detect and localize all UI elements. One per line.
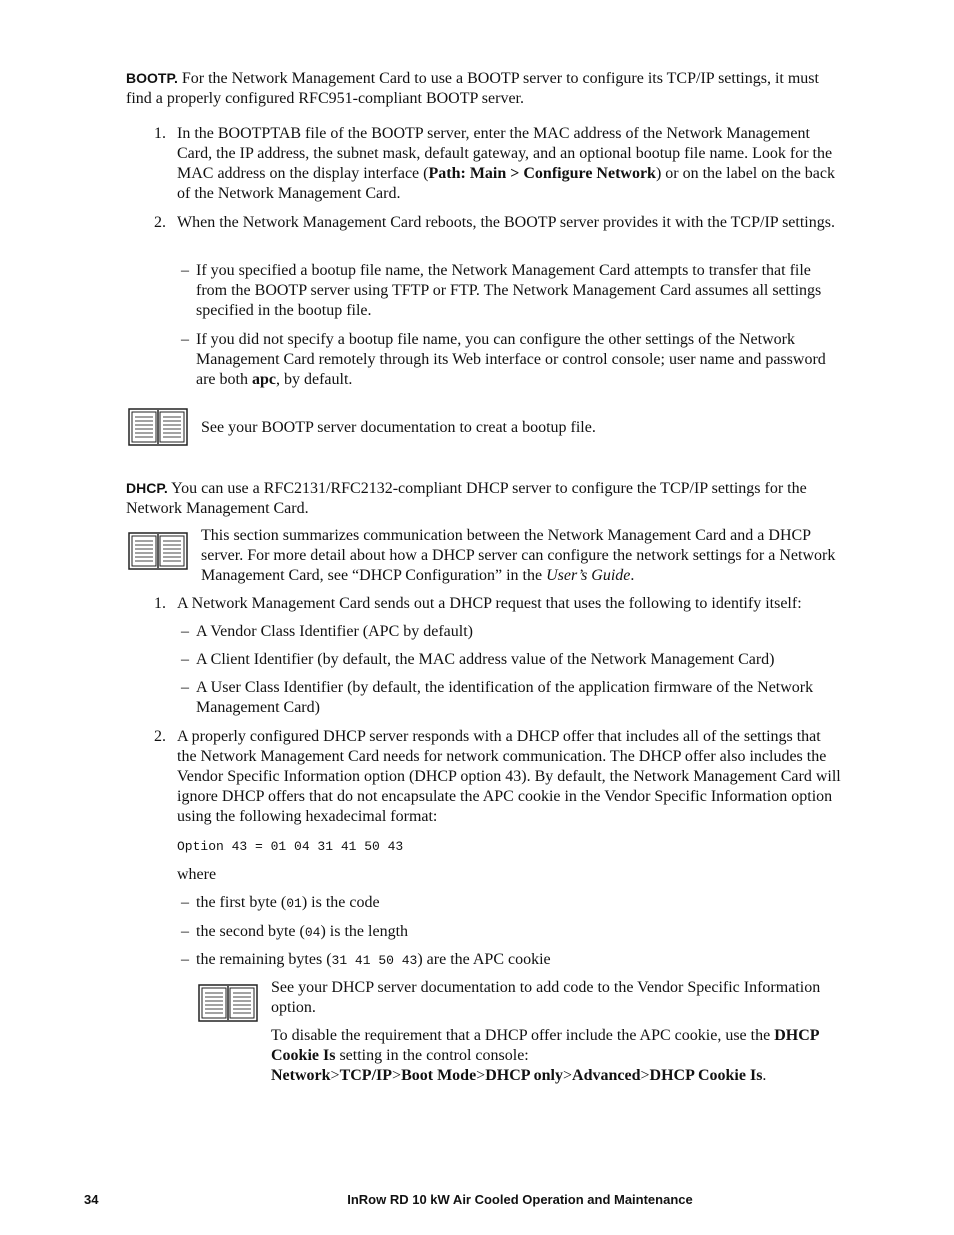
dhcp-note-3: To disable the requirement that a DHCP offer include the APC cookie, use the DHCP Cookie Is setting in the control console: [271, 1027, 819, 1064]
dhcp-heading: DHCP. [126, 480, 168, 496]
book-icon [128, 408, 188, 446]
page-number: 34 [84, 1192, 99, 1207]
dhcp-note: This section summarizes communication between the Network Management Card and a DHCP server. For more detail about how a DHCP server can configure the network settings for a Network Management Card, see “DHCP Configuration” in the User’s Guide. [201, 527, 836, 584]
book-icon [198, 984, 258, 1022]
dhcp-intro: DHCP. You can use a RFC2131/RFC2132-compliant DHCP server to configure the TCP/IP settings for the Network Management Card. [126, 480, 807, 517]
bootp-note: See your BOOTP server documentation to creat a bootup file. [201, 419, 596, 436]
book-icon [128, 532, 188, 570]
dhcp-code: Option 43 = 01 04 31 41 50 43 [177, 839, 404, 854]
bootp-heading: BOOTP. [126, 70, 178, 86]
dhcp-where: where [177, 866, 217, 883]
footer-title: InRow RD 10 kW Air Cooled Operation and Maintenance [347, 1192, 693, 1207]
bootp-intro: BOOTP. For the Network Management Card to use a BOOTP server to configure its TCP/IP settings, it must find a properly configured RFC951-compliant BOOTP server. [126, 70, 819, 107]
dhcp-note-2: See your DHCP server documentation to add code to the Vendor Specific Information option. [271, 979, 821, 1016]
dhcp-menu-path: Network>TCP/IP>Boot Mode>DHCP only>Advanced>DHCP Cookie Is. [271, 1067, 767, 1084]
